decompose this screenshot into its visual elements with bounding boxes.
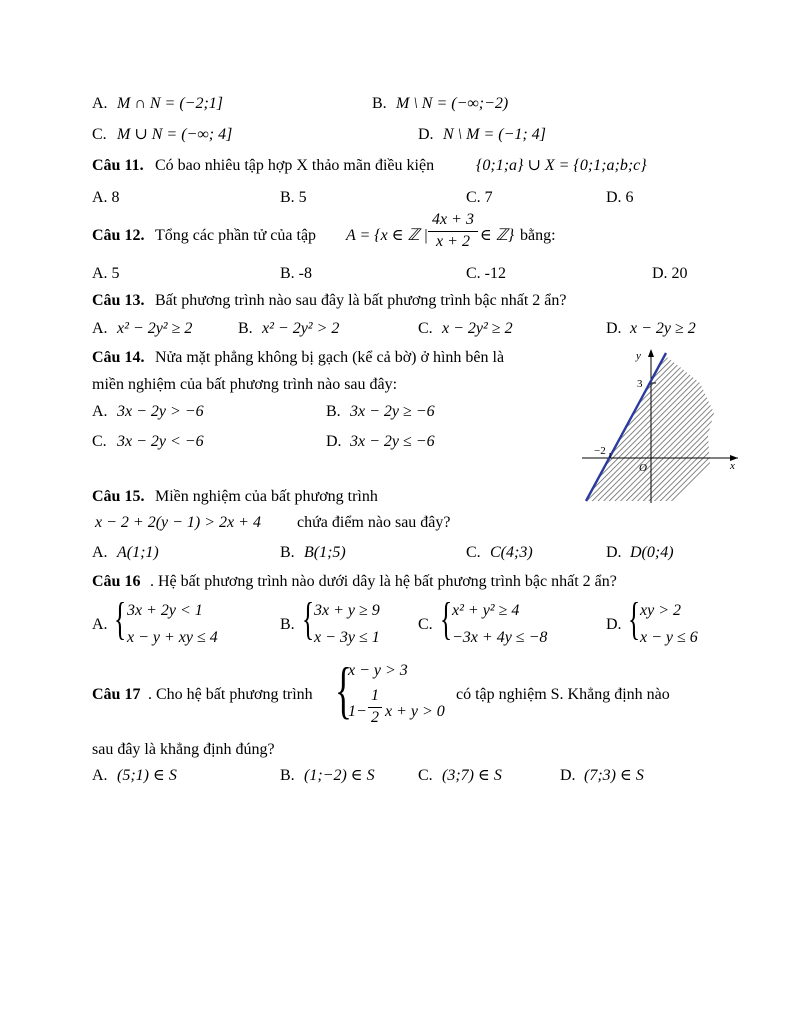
q14-option-a: 3x − 2y > −6 (117, 403, 204, 420)
q15-option-a-label: A. (92, 544, 108, 561)
q14-option-b: 3x − 2y ≥ −6 (350, 403, 435, 420)
q12-expr-left: A = {x ∈ ℤ | (346, 227, 428, 244)
q15-option-b-label: B. (280, 544, 295, 561)
q10-option-c-label: C. (92, 126, 107, 143)
q16-option-c-line1: x² + y² ≥ 4 (452, 602, 520, 619)
q17-denominator: 2 (371, 709, 379, 726)
q17-text-line2: sau đây là khẳng định đúng? (92, 741, 275, 758)
q16-option-c-line2: −3x + 4y ≤ −8 (452, 629, 548, 646)
q12-denominator: x + 2 (436, 233, 470, 250)
q13-option-c-label: C. (418, 320, 433, 337)
q16-option-d-line2: x − y ≤ 6 (640, 629, 698, 646)
q14-graph (578, 345, 744, 505)
q16-option-a-line1: 3x + 2y < 1 (127, 602, 203, 619)
q14-option-c-label: C. (92, 433, 107, 450)
q14-origin-label: O (639, 462, 647, 474)
q11-expr: {0;1;a} ∪ X = {0;1;a;b;c} (476, 157, 647, 174)
q14-text-line1: Nửa mặt phẳng không bị gạch (kể cả bờ) ở hình bên là (155, 349, 505, 366)
q17-option-c: (3;7) ∈ S (442, 767, 502, 784)
q11-option-a: A. 8 (92, 189, 120, 206)
q10-option-b-label: B. (372, 95, 387, 112)
q17-line2-a: 1− (348, 703, 367, 720)
q11-text: Có bao nhiêu tập hợp X thảo mãn điều kiện (155, 157, 435, 174)
q13-option-a: x² − 2y² ≥ 2 (117, 320, 193, 337)
q14-option-d: 3x − 2y ≤ −6 (350, 433, 435, 450)
q13-label: Câu 13. (92, 292, 145, 309)
q10-option-d: N \ M = (−1; 4] (443, 126, 546, 143)
q17-text: . Cho hệ bất phương trình (148, 686, 313, 703)
q17-option-b-label: B. (280, 767, 295, 784)
q14-option-d-label: D. (326, 433, 342, 450)
q16-option-b-line1: 3x + y ≥ 9 (314, 602, 380, 619)
q17-line1: x − y > 3 (348, 662, 408, 679)
q17-option-c-label: C. (418, 767, 433, 784)
q16-option-d-label: D. (606, 616, 622, 633)
q14-text-line2: miền nghiệm của bất phương trình nào sau đây: (92, 376, 398, 393)
q16-option-a-line2: x − y + xy ≤ 4 (127, 629, 218, 646)
q15-option-d: D(0;4) (630, 544, 674, 561)
q14-x-label: x (730, 460, 735, 472)
q15-expr: x − 2 + 2(y − 1) > 2x + 4 (95, 514, 261, 531)
q15-option-c-label: C. (466, 544, 481, 561)
q16-option-d-line1: xy > 2 (640, 602, 681, 619)
q10-option-a-label: A. (92, 95, 108, 112)
q16-label: Câu 16 (92, 573, 141, 590)
q12-text: Tổng các phần tử của tập (155, 227, 317, 244)
q13-option-b-label: B. (238, 320, 253, 337)
q17-numerator: 1 (371, 687, 379, 704)
q14-option-c: 3x − 2y < −6 (117, 433, 204, 450)
q12-expr-right: ∈ ℤ} (480, 227, 515, 244)
q12-option-a: A. 5 (92, 265, 120, 282)
q14-y-arrow-icon (648, 349, 654, 357)
q14-option-b-label: B. (326, 403, 341, 420)
q10-option-a: M ∩ N = (−2;1] (117, 95, 224, 112)
q10-option-c: M ∪ N = (−∞; 4] (117, 126, 233, 143)
q13-option-b: x² − 2y² > 2 (262, 320, 340, 337)
q12-tail: bằng: (520, 227, 556, 244)
q12-numerator: 4x + 3 (432, 211, 474, 228)
q11-option-d: D. 6 (606, 189, 634, 206)
q16-option-b-label: B. (280, 616, 295, 633)
q14-option-a-label: A. (92, 403, 108, 420)
q10-option-d-label: D. (418, 126, 434, 143)
q17-fraction (368, 688, 382, 726)
q17-option-d: (7;3) ∈ S (584, 767, 644, 784)
q15-option-c: C(4;3) (490, 544, 533, 561)
q16-option-b-line2: x − 3y ≤ 1 (314, 629, 380, 646)
q16-text: . Hệ bất phương trình nào dưới dây là hệ bất phương trình bậc nhất 2 ẩn? (150, 573, 617, 590)
q11-label: Câu 11. (92, 157, 144, 174)
q14-hatched-region (586, 355, 714, 501)
q15-text-line1: Miền nghiệm của bất phương trình (155, 488, 378, 505)
q14-label: Câu 14. (92, 349, 145, 366)
q14-x-tick: −2 (594, 445, 606, 457)
q13-option-d: x − 2y ≥ 2 (630, 320, 696, 337)
q13-option-d-label: D. (606, 320, 622, 337)
q12-option-d: D. 20 (652, 265, 688, 282)
q17-line2-b: x + y > 0 (385, 703, 445, 720)
q14-y-label: y (636, 350, 641, 362)
q11-option-c: C. 7 (466, 189, 493, 206)
q12-fraction (428, 212, 478, 250)
q10-option-b: M \ N = (−∞;−2) (396, 95, 509, 112)
q15-option-a: A(1;1) (117, 544, 159, 561)
q16-option-a-label: A. (92, 616, 108, 633)
q12-option-b: B. -8 (280, 265, 312, 282)
q14-y-tick: 3 (637, 378, 643, 390)
q17-option-b: (1;−2) ∈ S (304, 767, 375, 784)
q15-option-b: B(1;5) (304, 544, 346, 561)
q15-text-line2: chứa điểm nào sau đây? (297, 514, 451, 531)
q17-option-a-label: A. (92, 767, 108, 784)
q11-option-b: B. 5 (280, 189, 307, 206)
q12-label: Câu 12. (92, 227, 145, 244)
q13-text: Bất phương trình nào sau đây là bất phương trình bậc nhất 2 ẩn? (155, 292, 567, 309)
q17-option-d-label: D. (560, 767, 576, 784)
q13-option-a-label: A. (92, 320, 108, 337)
q16-option-c-label: C. (418, 616, 433, 633)
q17-tail: có tập nghiệm S. Khẳng định nào (456, 686, 670, 703)
q12-option-c: C. -12 (466, 265, 506, 282)
q13-option-c: x − 2y² ≥ 2 (442, 320, 513, 337)
q15-label: Câu 15. (92, 488, 145, 505)
q17-label: Câu 17 (92, 686, 141, 703)
q15-option-d-label: D. (606, 544, 622, 561)
q17-option-a: (5;1) ∈ S (117, 767, 177, 784)
